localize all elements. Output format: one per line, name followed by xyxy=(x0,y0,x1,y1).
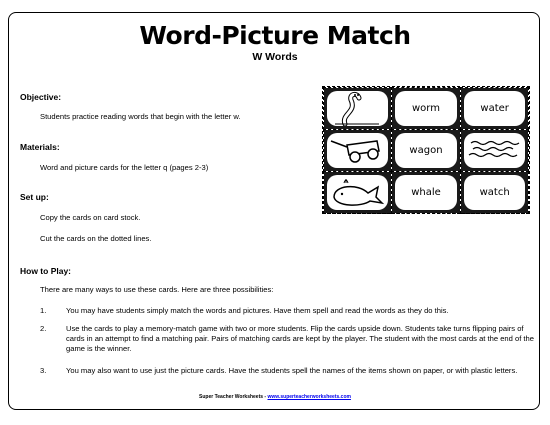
setup-heading: Set up: xyxy=(20,192,49,202)
picture-card xyxy=(323,171,393,214)
word-card xyxy=(391,87,461,130)
setup-line: Copy the cards on card stock. xyxy=(40,213,141,222)
objective-heading: Objective: xyxy=(20,92,62,102)
card-word: watch xyxy=(479,186,510,198)
word-card xyxy=(460,171,530,214)
step-number: 3. xyxy=(40,366,47,375)
footer-link[interactable]: www.superteacherworksheets.com xyxy=(267,394,351,400)
page-subtitle: W Words xyxy=(252,51,298,63)
objective-text: Students practice reading words that begin with the letter w. xyxy=(40,112,241,121)
step-number: 1. xyxy=(40,306,47,315)
card-word: whale xyxy=(411,186,441,198)
step-text: You may also want to use just the picture cards. Have the students spell the names of the items shown on paper, or with plastic letters. xyxy=(66,366,518,375)
footer xyxy=(0,394,550,400)
worm-icon xyxy=(327,90,387,126)
word-card xyxy=(391,171,461,214)
picture-card xyxy=(323,87,393,130)
whale-icon xyxy=(328,175,386,209)
how-to-play-heading: How to Play: xyxy=(20,266,72,276)
materials-heading: Materials: xyxy=(20,142,60,152)
step-text: You may have students simply match the words and pictures. Have them spell and read the words as they do this. xyxy=(66,306,449,315)
step-text: Use the cards to play a memory-match game with two or more students. Flip the cards upside down. Students take turns flipping pairs of cards in an attempt to find a matching pair. Pairs of matching cards are kept by the player. The student with the most cards at the end of the game is the winner. xyxy=(66,324,534,353)
page-title: Word-Picture Match xyxy=(139,21,411,50)
word-card xyxy=(460,87,530,130)
card-word: water xyxy=(480,102,509,114)
card-grid xyxy=(322,86,530,214)
picture-card xyxy=(323,129,393,172)
setup-line: Cut the cards on the dotted lines. xyxy=(40,234,152,243)
picture-card xyxy=(460,129,530,172)
water-icon xyxy=(467,137,523,163)
how-to-play-intro: There are many ways to use these cards. Here are three possibilities: xyxy=(40,285,274,294)
card-word: wagon xyxy=(409,144,443,156)
card-word: worm xyxy=(412,102,440,114)
materials-text: Word and picture cards for the letter q (pages 2-3) xyxy=(40,163,209,172)
step-number: 2. xyxy=(40,324,47,333)
wagon-icon xyxy=(327,135,387,165)
footer-prefix: Super Teacher Worksheets - xyxy=(199,394,268,400)
word-card xyxy=(391,129,461,172)
